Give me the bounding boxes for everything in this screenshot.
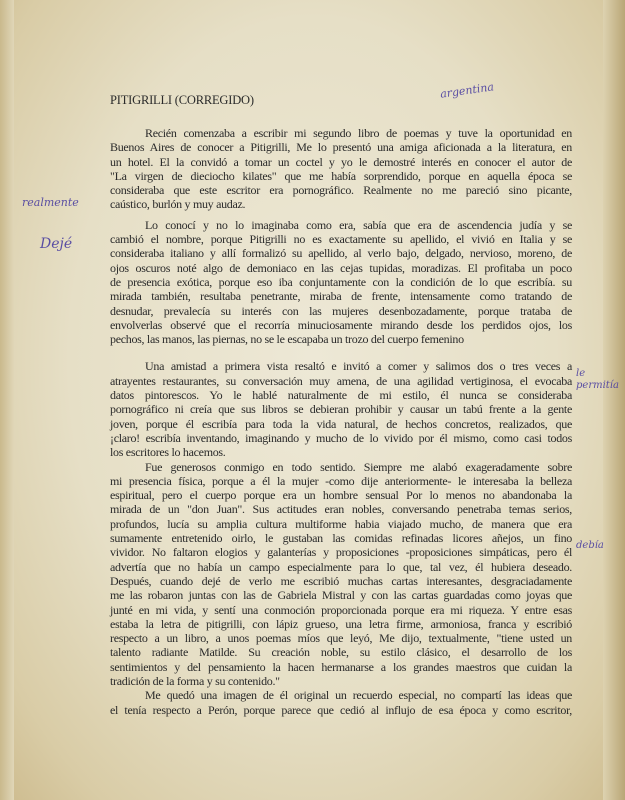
- text-line: mirada también, resultaba penetrante, miraba de frente, intensamente como tratando de: [110, 289, 572, 304]
- text-line: profundos, lucía su amplia cultura multiforme habia viajado mucho, de manera que era: [110, 516, 572, 531]
- text-line: espiritual, pero el cuerpo porque era un hombre sensual Por lo menos no abandonaba la: [110, 488, 572, 503]
- handwritten-annotation: argentina: [439, 80, 495, 101]
- paragraph: [110, 126, 572, 212]
- text-line: consideraba que este escritor era pornográfico. Realmente no me pareció sino picante,: [110, 183, 572, 198]
- handwritten-annotation: Dejé: [40, 236, 73, 252]
- text-line: respecto a un libro, a unos poemas míos que leyó, Me dijo, textualmente, "tiene usted un: [110, 631, 572, 646]
- text-line: atrayentes restaurantes, su conversación muy amena, de una agilidad vertiginosa, el evocaba: [110, 373, 572, 388]
- scan-edge-right: [603, 0, 625, 800]
- text-line: desnudar, prevalecía su interés con las mujeres desenbozadamente, porque trataba de: [110, 303, 572, 318]
- text-line: Recién comenzaba a escribir mi segundo libro de poemas y tuve la oportunidad en: [145, 126, 572, 140]
- text-line: Después, cuando dejé de verlo me escribió muchas cartas interesantes, desgraciadamente: [110, 573, 572, 588]
- text-line: cambió el nombre, porque Pitigrilli no es exactamente su apellido, el vivió en Italia y se: [110, 232, 572, 247]
- text-line: mi presencia física, porque a él la mujer -como dije anteriormente- le interesaba la belleza: [110, 473, 572, 488]
- text-line: Buenos Aires de conocer a Pitigrilli, Me lo presentó una amiga aficionada a la literatura, en: [110, 140, 572, 155]
- text-line: "La virgen de dieciocho kilates" que me había sorprendido, porque en aquella época se: [110, 168, 572, 183]
- text-line: advertía que no había un campo especialmente para lo que, tal vez, él hubiera deseado.: [110, 559, 572, 574]
- text-line: Lo conocí y no lo imaginaba como era, sabía que era de ascendencia judía y se: [145, 217, 572, 232]
- handwritten-annotation: le permitía: [576, 368, 619, 391]
- text-line: Me quedó una imagen de él original un recuerdo especial, no compartí las ideas que: [145, 688, 572, 703]
- text-line: Una amistad a primera vista resaltó e invitó a comer y salimos dos o tres veces a: [145, 359, 572, 374]
- text-line: mirada de un "don Juan". Sus actitudes eran nobles, conversando penetraba temas serios,: [110, 502, 572, 517]
- text-line: de presencia exótica, porque eso iba conjuntamente con la condición de lo que escribía. su: [110, 274, 572, 289]
- text-line: caústico, burlón y muy audaz.: [110, 197, 246, 212]
- document-body: [110, 126, 572, 717]
- text-line: sumamente entretenido oirlo, le gustaban las comidas refinadas licores añejos, un fino: [110, 531, 572, 546]
- handwritten-annotation: debía: [576, 540, 604, 551]
- text-line: joven, porque él escribía para toda la vida natural, de hechos concretos, realizados, que: [110, 416, 572, 431]
- paragraph: [110, 359, 572, 459]
- text-line: ¡claro! escribía inventando, imaginando y mucho de lo vivido por él mismo, como casi todos: [110, 430, 572, 445]
- text-line: un hotel. El la convidó a tomar un coctel y yo le demostré interés en conocer el autor de: [110, 154, 572, 169]
- text-line: pornográfico ni creía que sus libros se debieran prohibir y causar un tabú frente a la gente: [110, 402, 572, 417]
- text-line: el tenía respecto a Perón, porque parece que cedió al influjo de esa época y como escritor,: [110, 702, 572, 717]
- scan-edge-left: [0, 0, 14, 800]
- handwritten-annotation: realmente: [22, 196, 79, 209]
- paragraph: [110, 218, 572, 347]
- text-line: tradición de la forma y su contenido.": [110, 673, 280, 688]
- paragraph: [110, 688, 572, 717]
- text-line: sentimientos y del pensamiento la hacen hermanarse a los grandes maestros que cuidan la: [110, 659, 572, 674]
- text-line: los escritores lo hacemos.: [110, 445, 226, 460]
- text-line: Fue generosos conmigo en todo sentido. Siempre me alabó exageradamente sobre: [145, 459, 572, 474]
- document-title: PITIGRILLI (CORREGIDO): [110, 93, 254, 107]
- text-line: pechos, las manos, las piernas, no se le escapaba un trozo del cuerpo femenino: [110, 332, 464, 347]
- paragraph: [110, 460, 572, 689]
- text-line: me las robaron juntas con las de Gabriela Mistral y con las cartas guardadas como joyas que: [110, 588, 572, 603]
- text-line: talento radiante Matilde. Su creación noble, su estilo clásico, el desarrollo de los: [110, 645, 572, 660]
- text-line: consideraba italiano y allí formalizó su apellido, al verlo bajo, delgado, nervioso, moreno, de: [110, 246, 572, 261]
- text-line: datos pintorescos. Yo le hablé naturalmente de mi estilo, él nunca se consideraba: [110, 388, 572, 403]
- text-line: estaba la letra de pitigrilli, con lápiz grueso, una letra firme, armoniosa, franca y escribió: [110, 616, 572, 631]
- text-line: vividor. No faltaron elogios y galanterías y proposiciones -proposiciones simpáticas, pero él: [110, 545, 572, 560]
- text-line: envolverlas observé que el recorría minuciosamente mirando desde los perdidos ojos, los: [110, 317, 572, 332]
- text-line: junté en mi vida, y sentí una conmoción proporcionada porque era mi riqueza. Y entre esas: [110, 602, 572, 617]
- text-line: ojos oscuros noté algo de demoniaco en las cejas tupidas, moradizas. El profitaba un poco: [110, 260, 572, 275]
